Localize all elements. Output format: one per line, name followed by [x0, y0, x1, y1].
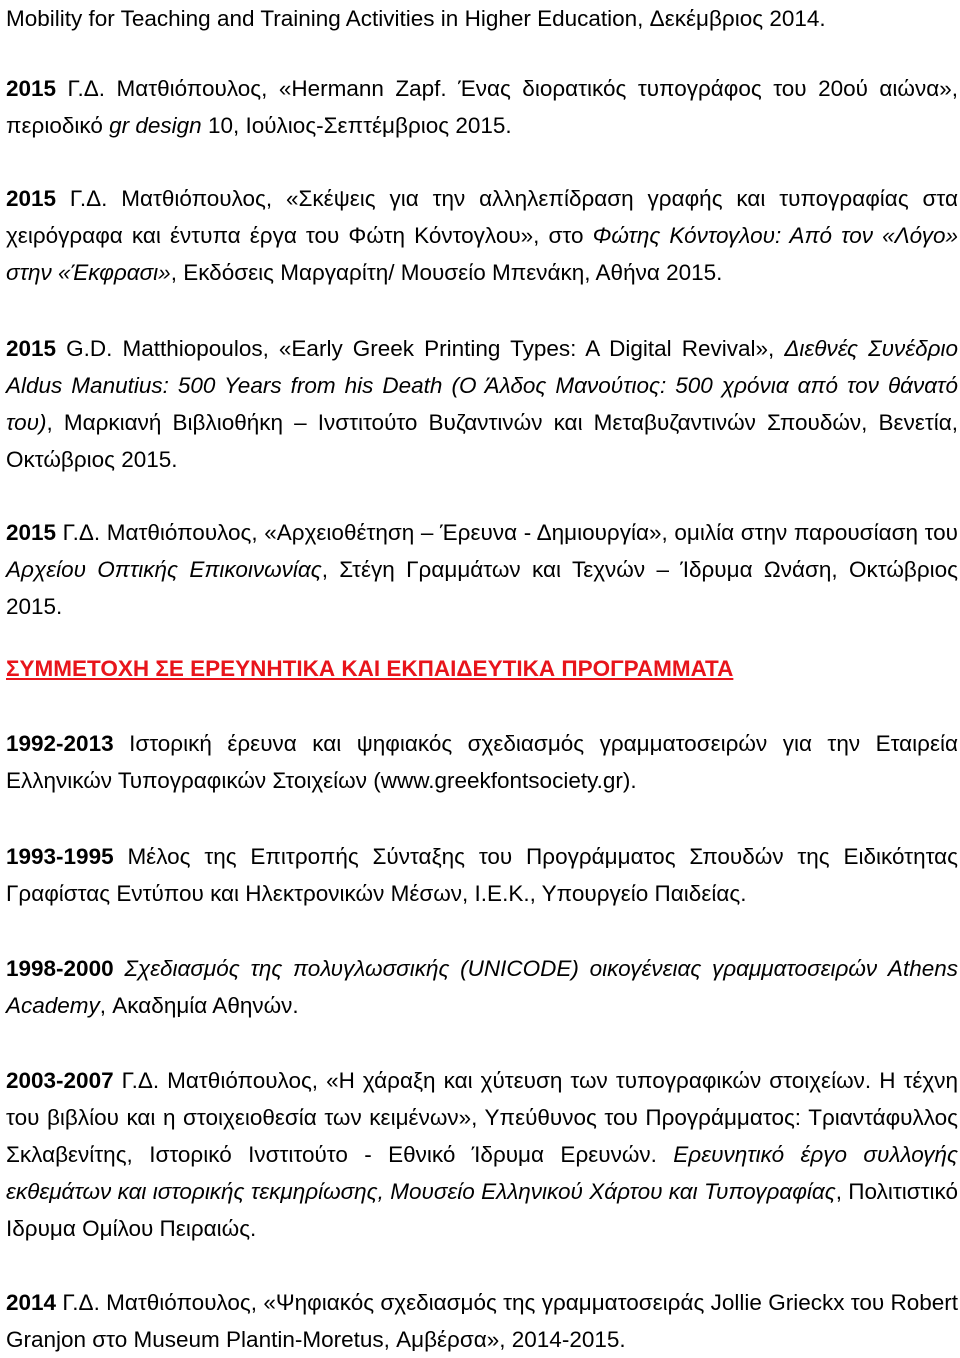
program-entry: [6, 1062, 958, 1247]
program-entry: [6, 838, 958, 912]
program-years: 1993-1995: [6, 844, 114, 869]
entry-italic: Φώτης Κόντογλου: Από τον «Λόγο» στην «Έκφρασι»: [6, 223, 958, 285]
publication-entry: [6, 330, 958, 478]
entry-year: 2015: [6, 76, 57, 101]
entry-italic: Διεθνές Συνέδριο Aldus Manutius: 500 Years from his Death (Ο Άλδος Μανούτιος: 500 χρόνια από τον θάνατό του): [6, 336, 958, 435]
entry-text: Γ.Δ. Ματθιόπουλος, «Σκέψεις για την αλληλεπίδραση γραφής και τυπογραφίας στα χειρόγραφα και έντυπα έργα του Φώτη Κόντογλου», στο: [6, 186, 958, 248]
entry-italic: Αρχείου Οπτικής Επικοινωνίας: [6, 557, 322, 582]
entry-text: G.D. Matthiopoulos, «Early Greek Printing Types: A Digital Revival»,: [56, 336, 785, 361]
program-years: 2003-2007: [6, 1068, 114, 1093]
program-text-tail: , Πολιτιστικό Ιδρυμα Ομίλου Πειραιώς.: [6, 1179, 959, 1241]
entry-year: 2015: [6, 520, 57, 545]
program-years: 1992-2013: [6, 731, 114, 756]
program-entry: [6, 1284, 958, 1358]
program-text: Γ.Δ. Ματθιόπουλος, «Ψηφιακός σχεδιασμός της γραμματοσειράς Jollie Grieckx του Robert Granjon στο Museum Plantin-Moretus, Αμβέρσα», 2014-2015.: [6, 1290, 958, 1352]
entry-text-tail: , Μαρκιανή Βιβλιοθήκη – Ινστιτούτο Βυζαντινών και Μεταβυζαντινών Σπουδών, Βενετία, Οκτώβριος 2015.: [6, 410, 958, 472]
program-years: 1998-2000: [6, 956, 114, 981]
mobility-text: Mobility for Teaching and Training Activities in Higher Education, Δεκέμβριος 2014.: [6, 6, 826, 31]
entry-year: 2015: [6, 336, 57, 361]
entry-text-tail: 10, Ιούλιος-Σεπτέμβριος 2015.: [201, 113, 512, 138]
entry-text-tail: , Εκδόσεις Μαργαρίτη/ Μουσείο Μπενάκη, Αθήνα 2015.: [170, 260, 723, 285]
publication-entry: [6, 70, 958, 144]
program-text: Μέλος της Επιτροπής Σύνταξης του Προγράμματος Σπουδών της Ειδικότητας Γραφίστας Εντύπου και Ηλεκτρονικών Μέσων, Ι.Ε.Κ., Υπουργείο Παιδείας.: [6, 844, 958, 906]
entry-italic: gr design: [109, 113, 202, 138]
program-text: [114, 956, 125, 981]
entry-text: Γ.Δ. Ματθιόπουλος, «Hermann Zapf. Ένας διορατικός τυπογράφος του 20ού αιώνα», περιοδικό: [6, 76, 958, 138]
mobility-line: [6, 0, 958, 37]
program-italic: Σχεδιασμός της πολυγλωσσικής (UNICODE) οικογένειας γραμματοσειρών Athens Academy: [6, 956, 958, 1018]
program-italic: Ερευνητικό έργο συλλογής εκθεμάτων και ιστορικής τεκμηρίωσης, Μουσείο Ελληνικού Χάρτου και Τυπογραφίας: [6, 1142, 958, 1204]
publication-entry: [6, 180, 958, 291]
entry-text-tail: , Στέγη Γραμμάτων και Τεχνών – Ίδρυμα Ωνάση, Οκτώβριος 2015.: [6, 557, 958, 619]
publication-entry: [6, 514, 958, 625]
section-heading: ΣΥΜΜΕΤΟΧΗ ΣΕ ΕΡΕΥΝΗΤΙΚΑ ΚΑΙ ΕΚΠΑΙΔΕΥΤΙΚΑ ΠΡΟΓΡΑΜΜΑΤΑ: [6, 656, 734, 681]
program-text-tail: , Ακαδημία Αθηνών.: [99, 993, 299, 1018]
program-text: Γ.Δ. Ματθιόπουλος, «Η χάραξη και χύτευση των τυπογραφικών στοιχείων. Η τέχνη του βιβλίου και η στοιχειοθεσία των κειμένων», Υπεύθυνος του Προγράμματος: Τριαντάφυλλος Σκλαβενίτης, Ιστορικό Ινστιτούτο - Εθνικό Ίδρυμα Ερευνών.: [6, 1068, 958, 1167]
program-entry: [6, 950, 958, 1024]
program-entry: [6, 725, 958, 799]
entry-text: Γ.Δ. Ματθιόπουλος, «Αρχειοθέτηση – Έρευνα - Δημιουργία», ομιλία στην παρουσίαση του: [56, 520, 958, 545]
program-text: Ιστορική έρευνα και ψηφιακός σχεδιασμός γραμματοσειρών για την Εταιρεία Ελληνικών Τυπογραφικών Στοιχείων (www.greekfontsociety.gr).: [6, 731, 958, 793]
program-years: 2014: [6, 1290, 57, 1315]
entry-year: 2015: [6, 186, 57, 211]
